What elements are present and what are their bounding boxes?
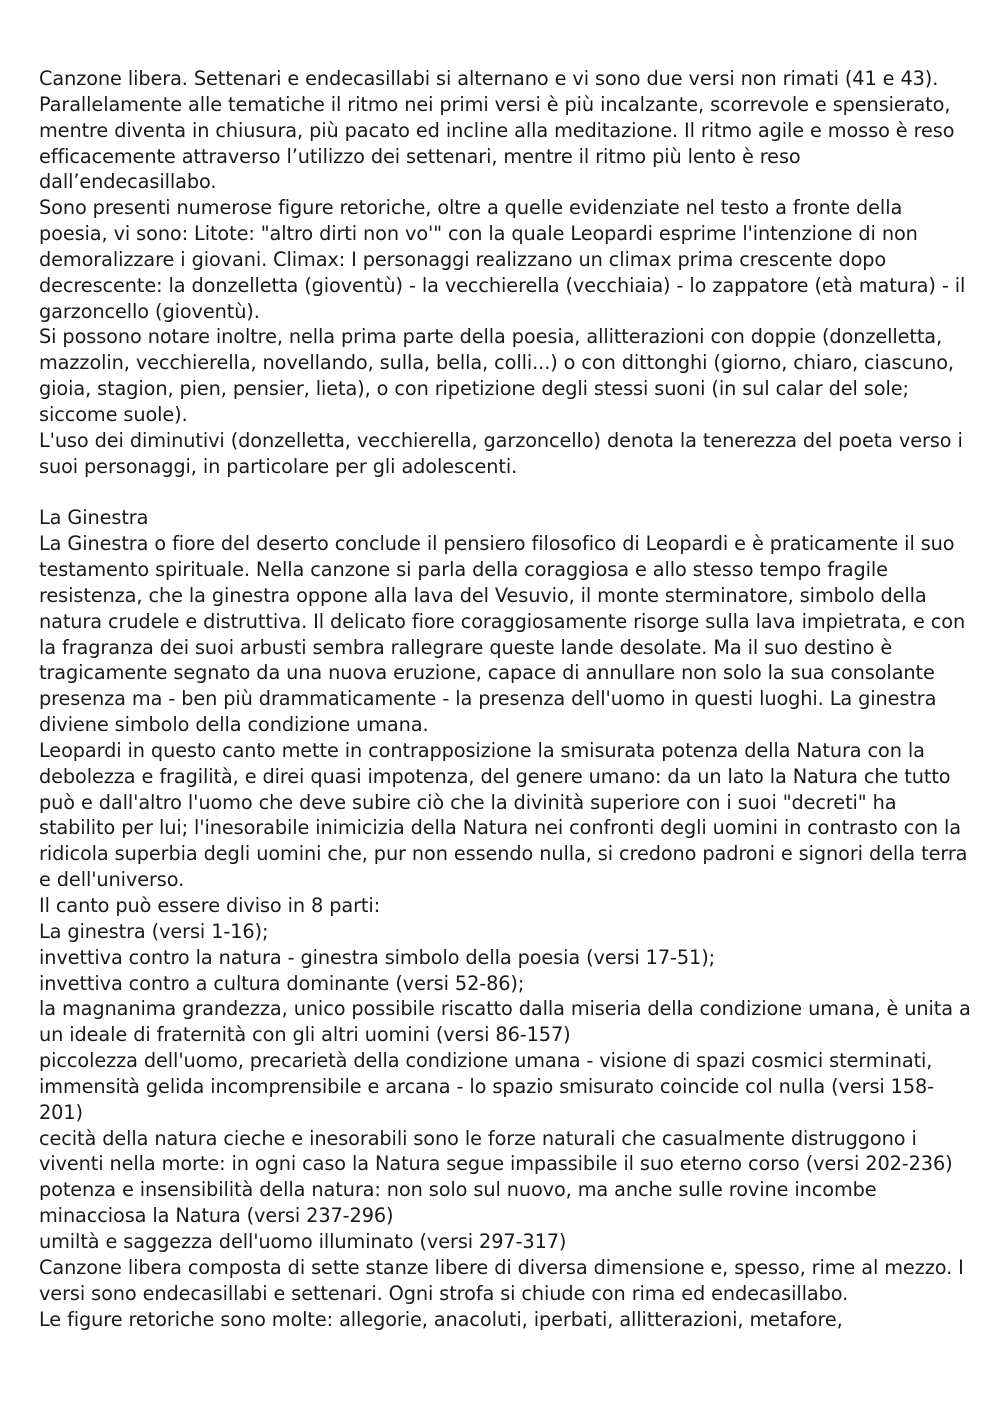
- paragraph-figure-ginestra: Le figure retoriche sono molte: allegorie, anacoluti, iperbati, allitterazioni, metafore,: [39, 1307, 843, 1331]
- paragraph-metrica-ginestra: Canzone libera composta di sette stanze libere di diversa dimensione e, spesso, rime al mezzo. I versi sono endecasillabi e settenari. Ogni strofa si chiude con rima ed endecasillabo.: [39, 1255, 964, 1305]
- list-item-parte-7: potenza e insensibilità della natura: non solo sul nuovo, ma anche sulle rovine incombe minacciosa la Natura (versi 237-296): [39, 1178, 877, 1228]
- paragraph-metrica: Canzone libera. Settenari e endecasillabi si alternano e vi sono due versi non rimati (41 e 43). Parallelamente alle tematiche il ritmo nei primi versi è più incalzante, scorrevole e spensierato, mentre diventa in chiusura, più pacato ed incline alla meditazione. Il ritmo agile e mosso è reso efficacemente attraverso l’utilizzo dei settenari, mentre il ritmo più lento è reso dall’endecasillabo.: [39, 67, 955, 194]
- list-item-parte-1: La ginestra (versi 1-16);: [39, 919, 269, 943]
- paragraph-allitterazioni: Si possono notare inoltre, nella prima parte della poesia, allitterazioni con doppie (donzelletta, mazzolin, vecchierella, novellando, sulla, bella, colli...) o con dittonghi (giorno, chiaro, ciascuno, gioia, stagion, pien, pensier, lieta), o con ripetizione degli stessi suoni (in sul calar del sole; siccome suole).: [39, 325, 954, 426]
- paragraph-diminutivi: L'uso dei diminutivi (donzelletta, vecchierella, garzoncello) denota la tenerezza del poeta verso i suoi personaggi, in particolare per gli adolescenti.: [39, 428, 963, 478]
- list-item-parte-8: umiltà e saggezza dell'uomo illuminato (versi 297-317): [39, 1229, 567, 1253]
- paragraph-figure-retoriche: Sono presenti numerose figure retoriche, oltre a quelle evidenziate nel testo a fronte della poesia, vi sono: Litote: "altro dirti non vo'" con la quale Leopardi esprime l'intenzione di non demoralizzare i giovani. Climax: I personaggi realizzano un climax prima crescente dopo decrescente: la donzelletta (gioventù) - la vecchierella (vecchiaia) - lo zappatore (età matura) - il garzoncello (gioventù).: [39, 196, 966, 323]
- paragraph-parti-intro: Il canto può essere diviso in 8 parti:: [39, 894, 381, 917]
- list-item-parte-3: invettiva contro a cultura dominante (versi 52-86);: [39, 971, 525, 995]
- paragraph-ginestra-intro: La Ginestra o fiore del deserto conclude il pensiero filosofico di Leopardi e è praticamente il suo testamento spirituale. Nella canzone si parla della coraggiosa e allo stesso tempo fragile resistenza, che la ginestra oppone alla lava del Vesuvio, il monte sterminatore, simbolo della natura crudele e distruttiva. Il delicato fiore coraggiosamente risorge sulla lava impietrata, e con la fragranza dei suoi arbusti sembra rallegrare queste lande desolate. Ma il suo destino è tragicamente segnato da una nuova eruzione, capace di annullare non solo la sua consolante presenza ma - ben più drammaticamente - la presenza dell'uomo in questi luoghi. La ginestra diviene simbolo della condizione umana.: [39, 532, 966, 737]
- document-page: [39, 66, 974, 1332]
- list-item-parte-6: cecità della natura cieche e inesorabili sono le forze naturali che casualmente distruggono i viventi nella morte: in ogni caso la Natura segue impassibile il suo eterno corso (versi 202-236): [39, 1126, 953, 1176]
- list-item-parte-2: invettiva contro la natura - ginestra simbolo della poesia (versi 17-51);: [39, 945, 716, 969]
- section-heading-la-ginestra: La Ginestra: [39, 506, 149, 530]
- paragraph-contrapposizione: Leopardi in questo canto mette in contrapposizione la smisurata potenza della Natura con la debolezza e fragilità, e direi quasi impotenza, del genere umano: da un lato la Natura che tutto può e dall'altro l'uomo che deve subire ciò che la divinità superiore con i suoi "decreti" ha stabilito per lui; l'inesorabile inimicizia della Natura nei confronti degli uomini in contrasto con la ridicola superbia degli uomini che, pur non essendo nulla, si credono padroni e signori della terra e dell'universo.: [39, 738, 968, 892]
- list-item-parte-5: piccolezza dell'uomo, precarietà della condizione umana - visione di spazi cosmici sterminati, immensità gelida incomprensibile e arcana - lo spazio smisurato coincide col nulla (versi 158-201): [39, 1049, 935, 1124]
- list-item-parte-4: la magnanima grandezza, unico possibile riscatto dalla miseria della condizione umana, è unita a un ideale di fraternità con gli altri uomini (versi 86-157): [39, 997, 971, 1047]
- blank-line: [39, 480, 974, 506]
